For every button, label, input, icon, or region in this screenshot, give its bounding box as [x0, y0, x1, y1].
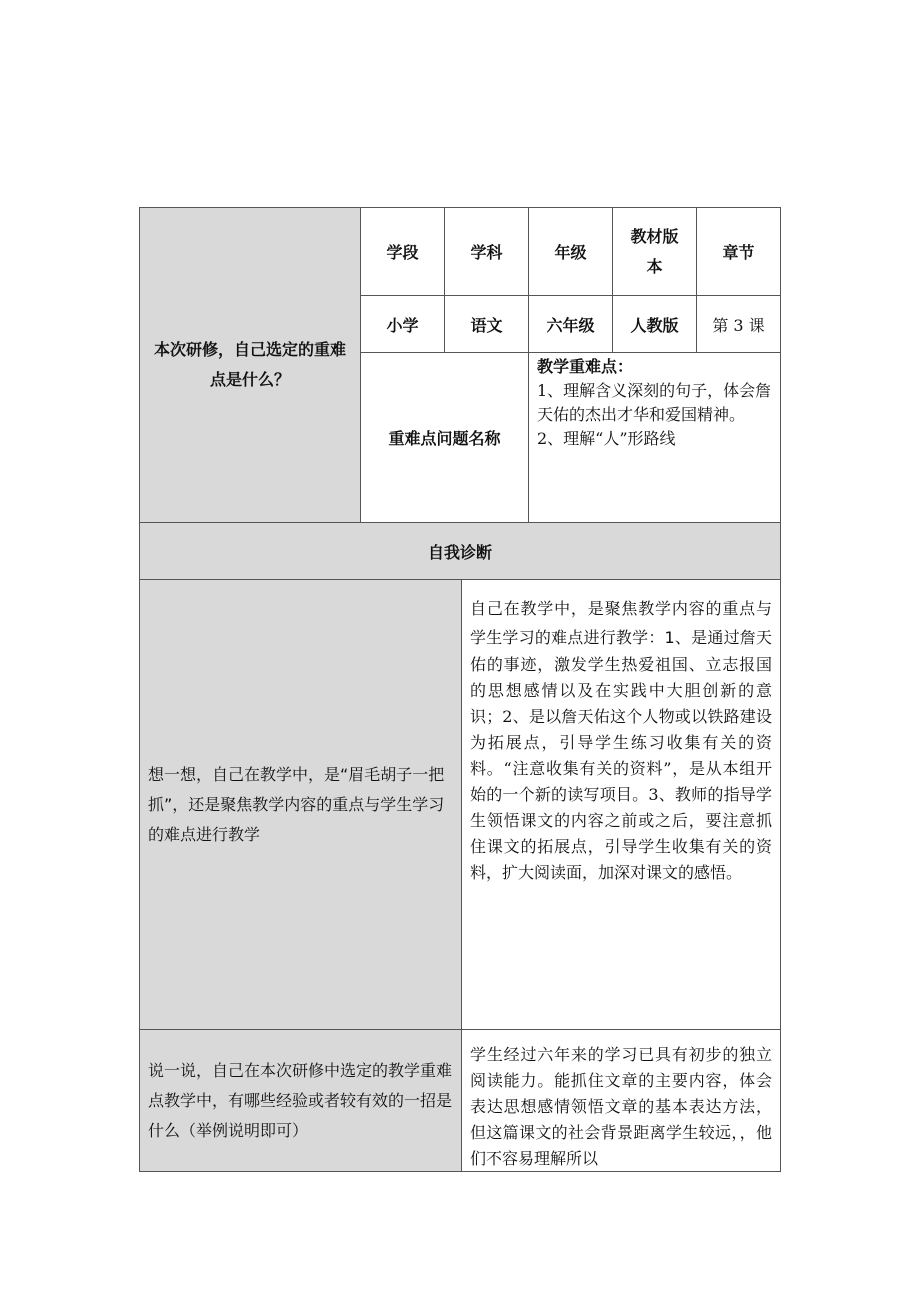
value-edition: 人教版	[630, 315, 679, 335]
focus-line-1: 1、理解含义深刻的句子，体会詹天佑的杰出才华和爱国精神。	[537, 381, 772, 424]
q2-prompt: 说一说，自己在本次研修中选定的教学重难点教学中，有哪些经验或者较有效的一招是什么（举例说明即可）	[148, 1060, 453, 1140]
value-cell-stage	[360, 295, 445, 353]
value-chapter: 第 3 课	[712, 315, 765, 335]
question-label: 本次研修，自己选定的重难点是什么？	[153, 340, 346, 389]
question-label-cell	[139, 207, 361, 523]
value-cell-edition	[612, 295, 697, 353]
q1-answer-cell	[461, 579, 781, 1030]
header-cell-edition	[612, 207, 697, 296]
header-edition: 教材版本	[630, 226, 679, 276]
focus-line-2: 2、理解“人”形路线	[537, 429, 676, 448]
diagnosis-header: 自我诊断	[427, 542, 492, 562]
q2-prompt-cell	[139, 1029, 462, 1172]
focus-content-cell	[528, 352, 781, 523]
q1-prompt-cell	[139, 579, 462, 1030]
value-cell-subject	[444, 295, 529, 353]
value-grade: 六年级	[546, 315, 595, 335]
q1-prompt: 想一想，自己在教学中，是“眉毛胡子一把抓”，还是聚焦教学内容的重点与学生学习的难点进行教学	[148, 764, 445, 844]
focus-name-label-cell	[360, 352, 529, 523]
focus-title: 教学重难点：	[537, 357, 634, 376]
value-cell-grade	[528, 295, 613, 353]
value-stage: 小学	[386, 315, 419, 335]
header-cell-grade	[528, 207, 613, 296]
q2-answer: 学生经过六年来的学习已具有初步的独立阅读能力。能抓住文章的主要内容，体会表达思想感情领悟文章的基本表达方法，但这篇课文的社会背景距离学生较远，，他们不容易理解所以	[470, 1045, 772, 1168]
diagnosis-header-cell	[139, 522, 781, 580]
value-cell-chapter	[696, 295, 781, 353]
header-grade: 年级	[554, 243, 587, 262]
header-cell-stage	[360, 207, 445, 296]
header-cell-subject	[444, 207, 529, 296]
header-chapter: 章节	[722, 243, 755, 262]
q2-answer-cell	[461, 1029, 781, 1172]
focus-name-label: 重难点问题名称	[388, 429, 501, 448]
header-stage: 学段	[386, 243, 419, 262]
q1-answer-lead: 自己在教学中，是聚焦教学内容的重点与学生学习的难点进行教学：1、	[470, 599, 772, 647]
header-subject: 学科	[470, 243, 503, 262]
header-cell-chapter	[696, 207, 781, 296]
q1-answer-rest: 是通过詹天佑的事迹，激发学生热爱祖国、立志报国的思想感情以及在实践中大胆创新的意识；2、是以詹天佑这个人物或以铁路建设为拓展点，引导学生练习收集有关的资料。“注意收集有关的资料”，是从本组开始的一个新的读写项目。3、教师的指导学生领悟课文的内容之前或之后，要注意抓住课文的拓展点，引导学生收集有关的资料，扩大阅读面，加深对课文的感悟。	[470, 628, 772, 882]
value-subject: 语文	[470, 315, 503, 335]
